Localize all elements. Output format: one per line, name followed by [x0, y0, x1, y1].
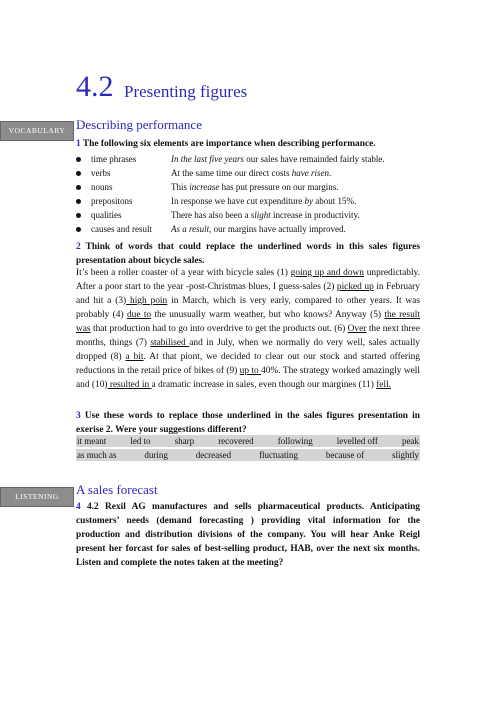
bullet-example — [171, 210, 360, 220]
text-run: This — [171, 182, 190, 192]
text-run: our sales have remainded fairly stable. — [243, 154, 385, 164]
underlined-phrase: Over — [347, 324, 367, 334]
bullet-list — [76, 152, 436, 236]
bullet-label: time phrases — [91, 154, 137, 164]
text-run: It’s been a roller coaster of a year with bicycle sales (1) — [76, 268, 291, 278]
text-run: . At that piont, we decided to clear out our stock and started offering reductions in the retail price of bikes of (9) — [76, 352, 420, 376]
exercise-2-number: 2 — [76, 242, 81, 252]
word-box-row-2 — [76, 449, 420, 461]
exercise-3-instruction: 3 Use these words to replace those underlined in the sales figures presentation in exerise 2. Were your suggestions different? — [76, 411, 420, 435]
italic-phrase: As a result — [171, 224, 210, 234]
page-title: Presenting figures — [124, 82, 248, 101]
bullet-dot-icon — [76, 199, 81, 204]
underlined-phrase: the result was — [76, 310, 420, 334]
word-box-item: as much as — [77, 450, 117, 460]
listening-tag: LISTENING — [0, 487, 74, 507]
italic-phrase: by — [304, 196, 313, 206]
word-box-item: slightly — [391, 450, 419, 460]
bullet-item — [76, 152, 436, 166]
text-run: in March, which is very early, compared to other years. It was probably (4) — [76, 296, 420, 320]
exercise-4-instruction: 4 4.2 Rexil AG manufactures and sells pharmaceutical products. Anticipating customers’ needs (demand forecasting ) providing vital information for the production and distribution divisions of the company. You will hear Anke Reigl present her forcast for sales of best-selling product, HAB, over the next six months. Listen and complete the notes taken at the meeting? — [76, 502, 420, 568]
italic-phrase: increase — [189, 182, 220, 192]
vocabulary-tag: VOCABULARY — [0, 121, 74, 141]
word-box-item: during — [144, 450, 168, 460]
underlined-phrase: stabilised — [150, 338, 190, 348]
exercise-3-number: 3 — [76, 411, 81, 421]
exercise-1-number: 1 — [76, 139, 81, 149]
bullet-dot-icon — [76, 185, 81, 190]
underlined-phrase: high poin — [126, 296, 168, 306]
word-box-item: sharp — [174, 436, 195, 446]
text-run: about 15%. — [312, 196, 357, 206]
word-box-item: levelled off — [336, 436, 378, 446]
bullet-item — [76, 166, 436, 180]
text-run: and in July, when we normally do very well, sales actually dropped (8) — [76, 338, 420, 362]
bullet-example — [171, 168, 331, 178]
text-run: At the same time our direct costs — [171, 168, 292, 178]
word-box-item: led to — [130, 436, 151, 446]
text-run: increase in productivity. — [270, 210, 360, 220]
bullet-item — [76, 194, 436, 208]
word-box-item: fluctuating — [259, 450, 299, 460]
section-heading-describing-performance: Describing performance — [76, 117, 202, 132]
word-box — [76, 435, 420, 463]
text-run: There has also been a — [171, 210, 251, 220]
underlined-phrase: resulted in — [107, 380, 152, 390]
underlined-phrase: fell. — [376, 380, 392, 390]
bullet-item — [76, 208, 436, 222]
word-box-item: peak — [401, 436, 419, 446]
italic-phrase: have risen — [291, 168, 329, 178]
text-run: In response we have cut expenditure — [171, 196, 305, 206]
word-box-row-1 — [76, 435, 420, 447]
bullet-dot-icon — [76, 171, 81, 176]
bullet-example — [171, 224, 346, 234]
text-run: . — [328, 168, 332, 178]
word-box-item: following — [277, 436, 313, 446]
sales-presentation-paragraph — [76, 266, 420, 392]
text-run: in February and hit a (3) — [76, 282, 420, 306]
italic-phrase: In the last five years — [171, 154, 244, 164]
bullet-label: qualities — [91, 210, 122, 220]
bullet-label: prepositons — [91, 196, 133, 206]
text-run: has put pressure on our margins. — [219, 182, 339, 192]
italic-phrase: slight — [250, 210, 271, 220]
bullet-label: verbs — [91, 168, 111, 178]
bullet-label: causes and result — [91, 224, 152, 234]
bullet-dot-icon — [76, 227, 81, 232]
bullet-item — [76, 222, 436, 236]
underlined-phrase: a bit — [125, 352, 144, 362]
text-run: that production had to go into overdrive to get the products out. (6) — [90, 324, 348, 334]
word-box-item: recovered — [218, 436, 254, 446]
text-run: unpredictably. After a poor start to the year -post-Christmas blues, I guess-sales (2) — [76, 268, 420, 292]
section-heading-sales-forecast: A sales forecast — [76, 482, 158, 497]
bullet-example — [171, 182, 339, 192]
section-number: 4.2 — [76, 70, 114, 103]
underlined-phrase: up to — [239, 366, 262, 376]
bullet-label: nouns — [91, 182, 113, 192]
bullet-example — [171, 196, 356, 206]
text-run: , our margins have actually improved. — [209, 224, 346, 234]
bullet-dot-icon — [76, 213, 81, 218]
bullet-item — [76, 180, 436, 194]
underlined-phrase: due to — [126, 310, 152, 320]
text-run: 40%. The strategy worked amazingly well and (10) — [76, 366, 420, 390]
word-box-item: decreased — [195, 450, 232, 460]
text-run: the unusually warm weather, but who knows? Anyway (5) — [151, 310, 385, 320]
exercise-1-instruction: 1 The following six elements are importance when describing performance. — [76, 139, 376, 149]
underlined-phrase: picked up — [336, 282, 374, 292]
bullet-example — [171, 154, 385, 164]
underlined-phrase: going up and down — [290, 268, 364, 278]
word-box-item: because of — [325, 450, 365, 460]
text-run: a dramatic increase in sales, even though our margines (11) — [151, 380, 377, 390]
word-box-item: it meant — [77, 436, 107, 446]
text-run: the next three months, things (7) — [76, 324, 420, 348]
bullet-dot-icon — [76, 157, 81, 162]
exercise-2-instruction: 2 Think of words that could replace the underlined words in this sales figures presentation about bicycle sales. — [76, 242, 420, 266]
exercise-4-number: 4 — [76, 502, 81, 512]
